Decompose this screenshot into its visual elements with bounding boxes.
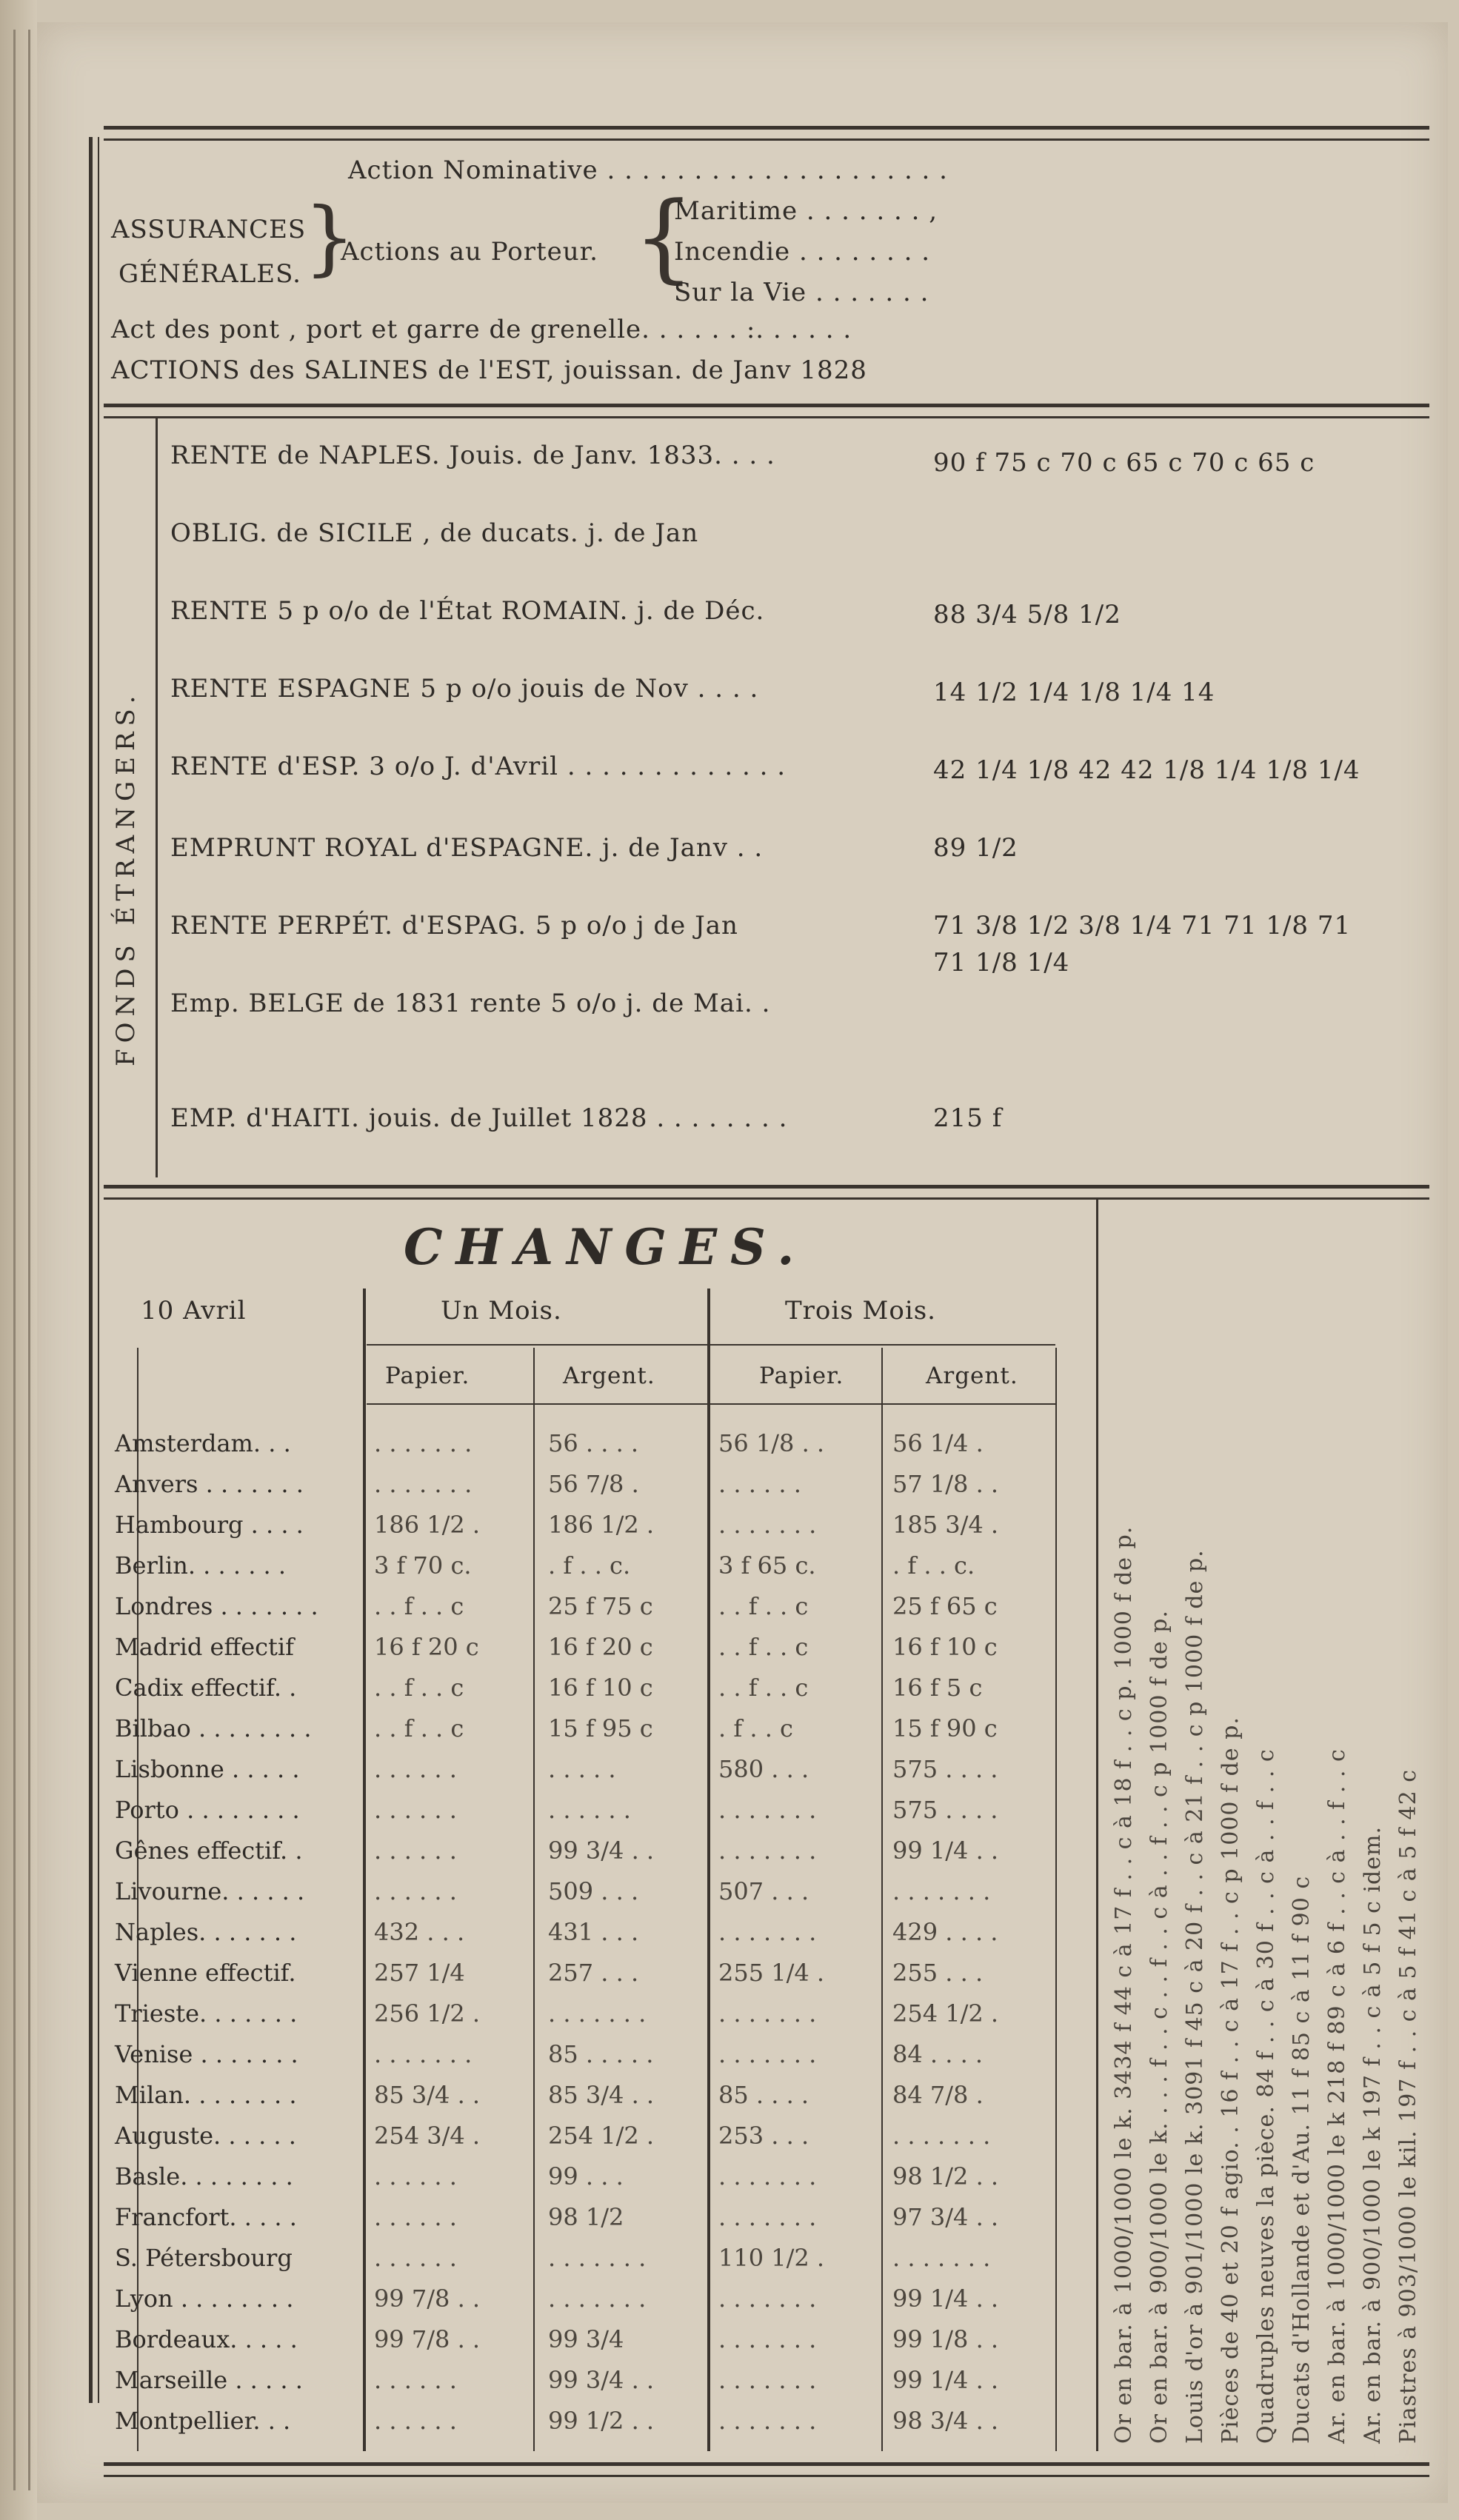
changes-cell-un-mois-papier: . . . . . . bbox=[374, 2366, 457, 2394]
changes-cell-un-mois-argent: 15 f 95 c bbox=[548, 1714, 653, 1742]
changes-cell-un-mois-argent: 56 7/8 . bbox=[548, 1470, 639, 1498]
changes-cell-trois-mois-argent: 185 3/4 . bbox=[892, 1511, 999, 1539]
changes-cell-un-mois-argent: 99 . . . bbox=[548, 2162, 624, 2190]
porteur-brace: { bbox=[633, 181, 695, 293]
top-double-rule bbox=[104, 126, 1429, 141]
changes-cell-city: Lyon . . . . . . . . bbox=[115, 2285, 294, 2313]
fonds-value-emprunt-royal: 89 1/2 bbox=[933, 833, 1018, 863]
changes-cell-trois-mois-argent: 98 1/2 . . bbox=[892, 2162, 999, 2190]
changes-cell-trois-mois-papier: . f . . c bbox=[718, 1714, 793, 1742]
papier-header-2: Papier. bbox=[759, 1363, 844, 1389]
pont-line: Act des pont , port et garre de grenelle. . . . . . :. . . . . . bbox=[111, 315, 852, 344]
changes-cell-city: Cadix effectif. . bbox=[115, 1674, 297, 1702]
changes-cell-un-mois-papier: 99 7/8 . . bbox=[374, 2285, 481, 2313]
changes-cell-trois-mois-papier: . . . . . . . bbox=[718, 1796, 817, 1824]
page-spine bbox=[0, 0, 37, 2520]
changes-cell-city: Anvers . . . . . . . bbox=[115, 1470, 304, 1498]
changes-cell-city: Vienne effectif. bbox=[115, 1959, 296, 1987]
changes-cell-un-mois-argent: . . . . . . bbox=[548, 1796, 631, 1824]
metal-rate-line: Or en bar. à 900/1000 le k. . . . f . . c . . f . . c à . . f . . c p 1000 f de p. bbox=[1146, 1610, 1172, 2444]
changes-cell-un-mois-papier: 16 f 20 c bbox=[374, 1633, 479, 1661]
changes-cell-un-mois-papier: 85 3/4 . . bbox=[374, 2081, 481, 2109]
fonds-value-perpet: 71 3/8 1/2 3/8 1/4 71 71 1/8 71 bbox=[933, 911, 1352, 940]
changes-cell-city: Madrid effectif bbox=[115, 1633, 294, 1661]
changes-cell-un-mois-argent: 99 3/4 bbox=[548, 2325, 624, 2353]
changes-cell-un-mois-argent: 16 f 20 c bbox=[548, 1633, 653, 1661]
fonds-row-emprunt-royal: EMPRUNT ROYAL d'ESPAGNE. j. de Janv . . bbox=[170, 833, 764, 863]
changes-cell-trois-mois-argent: 15 f 90 c bbox=[892, 1714, 998, 1742]
changes-cell-city: Porto . . . . . . . . bbox=[115, 1796, 300, 1824]
changes-col-rule-right bbox=[1055, 1348, 1057, 2451]
changes-cell-trois-mois-papier: . . . . . . . bbox=[718, 2407, 817, 2435]
incendie-line: Incendie . . . . . . . . bbox=[674, 237, 931, 267]
changes-cell-trois-mois-papier: 85 . . . . bbox=[718, 2081, 809, 2109]
changes-cell-trois-mois-papier: 580 . . . bbox=[718, 1755, 809, 1783]
changes-subheader-rule bbox=[367, 1344, 1055, 1346]
changes-cell-trois-mois-argent: 99 1/4 . . bbox=[892, 2285, 999, 2313]
changes-top-rule bbox=[104, 1185, 1429, 1200]
changes-cell-city: Livourne. . . . . . bbox=[115, 1877, 305, 1905]
trois-mois-header: Trois Mois. bbox=[785, 1296, 936, 1326]
fonds-value-naples: 90 f 75 c 70 c 65 c 70 c 65 c bbox=[933, 448, 1315, 478]
metal-rate-line: Ducats d'Hollande et d'Au. 11 f 85 c à 11 f 90 c bbox=[1289, 1875, 1315, 2444]
changes-cell-un-mois-papier: 257 1/4 bbox=[374, 1959, 465, 1987]
generales-label: GÉNÉRALES. bbox=[118, 259, 301, 289]
metal-rate-line: Piastres à 903/1000 le kil. 197 f . . c à 5 f 41 c à 5 f 42 c bbox=[1395, 1769, 1421, 2444]
changes-cell-un-mois-papier: . . f . . c bbox=[374, 1714, 464, 1742]
changes-cell-trois-mois-papier: . . . . . . . bbox=[718, 2040, 817, 2068]
changes-cell-trois-mois-papier: . . . . . . . bbox=[718, 1918, 817, 1946]
changes-cell-un-mois-argent: 509 . . . bbox=[548, 1877, 639, 1905]
changes-cell-un-mois-papier: . . . . . . bbox=[374, 2203, 457, 2231]
changes-cell-trois-mois-argent: 429 . . . . bbox=[892, 1918, 998, 1946]
changes-cell-trois-mois-argent: 57 1/8 . . bbox=[892, 1470, 999, 1498]
changes-cell-un-mois-papier: . . . . . . bbox=[374, 1796, 457, 1824]
changes-cell-trois-mois-argent: 98 3/4 . . bbox=[892, 2407, 999, 2435]
changes-cell-un-mois-papier: . . . . . . . bbox=[374, 2040, 473, 2068]
changes-cell-trois-mois-argent: . f . . c. bbox=[892, 1551, 975, 1580]
changes-cell-trois-mois-argent: 25 f 65 c bbox=[892, 1592, 998, 1620]
changes-cell-un-mois-argent: 85 . . . . . bbox=[548, 2040, 654, 2068]
fonds-value-haiti: 215 f bbox=[933, 1103, 1003, 1133]
changes-cell-city: S. Pétersbourg bbox=[115, 2244, 293, 2272]
changes-cell-un-mois-argent: 98 1/2 bbox=[548, 2203, 624, 2231]
changes-cell-un-mois-papier: 186 1/2 . bbox=[374, 1511, 481, 1539]
changes-cell-un-mois-argent: 56 . . . . bbox=[548, 1429, 639, 1457]
changes-cell-city: Basle. . . . . . . . bbox=[115, 2162, 293, 2190]
changes-cell-trois-mois-argent: 99 1/4 . . bbox=[892, 1836, 999, 1865]
changes-cell-un-mois-argent: . . . . . . . bbox=[548, 1999, 647, 2028]
changes-cell-un-mois-papier: 99 7/8 . . bbox=[374, 2325, 481, 2353]
changes-cell-trois-mois-argent: 56 1/4 . bbox=[892, 1429, 984, 1457]
changes-cell-un-mois-argent: 16 f 10 c bbox=[548, 1674, 653, 1702]
changes-cell-trois-mois-papier: . . . . . . . bbox=[718, 1836, 817, 1865]
changes-col-rule-1 bbox=[533, 1348, 535, 2451]
changes-cell-un-mois-argent: 99 3/4 . . bbox=[548, 1836, 655, 1865]
changes-cell-trois-mois-argent: 254 1/2 . bbox=[892, 1999, 999, 2028]
fonds-row-perpet: RENTE PERPÉT. d'ESPAG. 5 p o/o j de Jan bbox=[170, 911, 738, 940]
changes-cell-un-mois-argent: 25 f 75 c bbox=[548, 1592, 653, 1620]
fonds-value-romain: 88 3/4 5/8 1/2 bbox=[933, 600, 1121, 629]
changes-cell-trois-mois-papier: 56 1/8 . . bbox=[718, 1429, 825, 1457]
changes-col-rule-city bbox=[363, 1289, 366, 2451]
changes-cell-un-mois-argent: . . . . . . . bbox=[548, 2244, 647, 2272]
changes-cell-trois-mois-argent: . . . . . . . bbox=[892, 1877, 991, 1905]
changes-cell-un-mois-argent: 431 . . . bbox=[548, 1918, 639, 1946]
changes-cell-un-mois-argent: 85 3/4 . . bbox=[548, 2081, 655, 2109]
changes-metals-rule bbox=[1096, 1200, 1098, 2451]
porteur-label: Actions au Porteur. bbox=[341, 237, 598, 267]
fonds-inner-rule bbox=[156, 418, 158, 1177]
metal-rate-line: Ar. en bar. à 900/1000 le k 197 f . . c à 5 f 5 c idem. bbox=[1360, 1826, 1386, 2444]
fonds-row-haiti: EMP. d'HAITI. jouis. de Juillet 1828 . . . . . . . . bbox=[170, 1103, 788, 1133]
changes-cell-trois-mois-argent: 575 . . . . bbox=[892, 1755, 998, 1783]
changes-cell-trois-mois-papier: . . . . . . . bbox=[718, 1999, 817, 2028]
maritime-line: Maritime . . . . . . . , bbox=[674, 196, 938, 226]
changes-cell-trois-mois-papier: 3 f 65 c. bbox=[718, 1551, 816, 1580]
changes-date: 10 Avril bbox=[141, 1296, 247, 1326]
changes-cell-trois-mois-argent: 16 f 5 c bbox=[892, 1674, 983, 1702]
changes-cell-trois-mois-argent: . . . . . . . bbox=[892, 2122, 991, 2150]
changes-cell-trois-mois-argent: 99 1/4 . . bbox=[892, 2366, 999, 2394]
changes-cell-un-mois-papier: . . . . . . bbox=[374, 2162, 457, 2190]
changes-cell-trois-mois-papier: . . f . . c bbox=[718, 1674, 809, 1702]
metal-rate-line: Pièces de 40 et 20 f agio. . 16 f . . c à 17 f . . c p 1000 f de p. bbox=[1218, 1717, 1243, 2444]
changes-cell-city: Amsterdam. . . bbox=[115, 1429, 291, 1457]
changes-cell-city: Bordeaux. . . . . bbox=[115, 2325, 298, 2353]
fonds-value-espagne5: 14 1/2 1/4 1/8 1/4 14 bbox=[933, 678, 1215, 707]
changes-cell-un-mois-argent: 186 1/2 . bbox=[548, 1511, 655, 1539]
changes-cell-trois-mois-papier: 507 . . . bbox=[718, 1877, 809, 1905]
changes-title: CHANGES. bbox=[404, 1218, 808, 1276]
changes-cell-un-mois-argent: . . . . . . . bbox=[548, 2285, 647, 2313]
changes-cell-trois-mois-argent: 99 1/8 . . bbox=[892, 2325, 999, 2353]
salines-line: ACTIONS des SALINES de l'EST, jouissan. de Janv 1828 bbox=[111, 355, 867, 385]
metal-rate-line: Ar. en bar. à 1000/1000 le k 218 f 89 c à 6 f . . c à . . f . . c bbox=[1324, 1748, 1350, 2444]
changes-cell-trois-mois-argent: 16 f 10 c bbox=[892, 1633, 998, 1661]
changes-cell-un-mois-papier: . . . . . . bbox=[374, 1755, 457, 1783]
changes-cell-un-mois-argent: . f . . c. bbox=[548, 1551, 631, 1580]
changes-cell-un-mois-papier: 254 3/4 . bbox=[374, 2122, 481, 2150]
changes-header-bottom-rule bbox=[367, 1403, 1055, 1405]
assurances-brace: } bbox=[304, 190, 355, 284]
left-frame-rule bbox=[89, 137, 93, 2403]
changes-cell-un-mois-papier: . . . . . . bbox=[374, 2244, 457, 2272]
changes-cell-un-mois-papier: . . f . . c bbox=[374, 1674, 464, 1702]
changes-cell-un-mois-papier: 3 f 70 c. bbox=[374, 1551, 472, 1580]
changes-cell-trois-mois-papier: . . f . . c bbox=[718, 1633, 809, 1661]
changes-cell-un-mois-papier: 256 1/2 . bbox=[374, 1999, 481, 2028]
changes-cell-un-mois-argent: 257 . . . bbox=[548, 1959, 639, 1987]
changes-cell-trois-mois-argent: 97 3/4 . . bbox=[892, 2203, 999, 2231]
changes-cell-un-mois-argent: 254 1/2 . bbox=[548, 2122, 655, 2150]
fonds-row-sicile: OBLIG. de SICILE , de ducats. j. de Jan bbox=[170, 518, 699, 548]
changes-cell-un-mois-papier: . . . . . . bbox=[374, 2407, 457, 2435]
changes-cell-un-mois-papier: . . . . . . . bbox=[374, 1470, 473, 1498]
changes-cell-trois-mois-argent: 84 7/8 . bbox=[892, 2081, 984, 2109]
changes-cell-trois-mois-papier: . . . . . . . bbox=[718, 1511, 817, 1539]
changes-cell-un-mois-papier: . . . . . . bbox=[374, 1877, 457, 1905]
changes-cell-trois-mois-papier: . . f . . c bbox=[718, 1592, 809, 1620]
fonds-row-espagne5: RENTE ESPAGNE 5 p o/o jouis de Nov . . . . bbox=[170, 674, 759, 703]
changes-cell-trois-mois-papier: . . . . . . . bbox=[718, 2162, 817, 2190]
changes-cell-trois-mois-papier: . . . . . . . bbox=[718, 2203, 817, 2231]
fonds-row-espagne3: RENTE d'ESP. 3 o/o J. d'Avril . . . . . . . . . . . . . bbox=[170, 752, 787, 781]
changes-cell-city: Hambourg . . . . bbox=[115, 1511, 304, 1539]
fonds-row-naples: RENTE de NAPLES. Jouis. de Janv. 1833. . . . bbox=[170, 441, 775, 470]
fonds-top-rule bbox=[104, 404, 1429, 418]
changes-cell-city: Marseille . . . . . bbox=[115, 2366, 303, 2394]
un-mois-header: Un Mois. bbox=[441, 1296, 562, 1326]
changes-cell-trois-mois-papier: . . . . . . . bbox=[718, 2285, 817, 2313]
changes-cell-trois-mois-papier: 255 1/4 . bbox=[718, 1959, 825, 1987]
ledger-page bbox=[37, 22, 1448, 2503]
changes-cell-city: Francfort. . . . . bbox=[115, 2203, 297, 2231]
changes-col-rule-mid bbox=[707, 1289, 710, 2451]
papier-header-1: Papier. bbox=[385, 1363, 470, 1389]
fonds-row-belge: Emp. BELGE de 1831 rente 5 o/o j. de Mai. . bbox=[170, 989, 771, 1018]
changes-col-rule-3 bbox=[881, 1348, 883, 2451]
argent-header-1: Argent. bbox=[563, 1363, 655, 1389]
changes-cell-trois-mois-papier: 253 . . . bbox=[718, 2122, 809, 2150]
ledger-frame bbox=[59, 104, 1433, 2473]
changes-cell-trois-mois-argent: 575 . . . . bbox=[892, 1796, 998, 1824]
fonds-value-perpet-cont: 71 1/8 1/4 bbox=[933, 948, 1070, 977]
changes-cell-trois-mois-papier: . . . . . . . bbox=[718, 2325, 817, 2353]
fonds-value-espagne3: 42 1/4 1/8 42 42 1/8 1/4 1/8 1/4 bbox=[933, 755, 1360, 785]
changes-cell-un-mois-argent: 99 3/4 . . bbox=[548, 2366, 655, 2394]
argent-header-2: Argent. bbox=[926, 1363, 1018, 1389]
changes-cell-un-mois-argent: . . . . . bbox=[548, 1755, 616, 1783]
fonds-side-label: FONDS ÉTRANGERS. bbox=[111, 689, 141, 1066]
metal-rate-line: Louis d'or à 901/1000 le k. 3091 f 45 c à 20 f . . c à 21 f . . c p 1000 f de p. bbox=[1182, 1549, 1208, 2444]
changes-cell-city: Montpellier. . . bbox=[115, 2407, 291, 2435]
changes-cell-un-mois-papier: . . f . . c bbox=[374, 1592, 464, 1620]
left-frame-rule-inner bbox=[98, 137, 99, 2403]
bottom-double-rule bbox=[104, 2462, 1429, 2477]
nominative-line: Action Nominative . . . . . . . . . . . . . . . . . . . . bbox=[348, 156, 948, 185]
changes-cell-un-mois-papier: . . . . . . . bbox=[374, 1429, 473, 1457]
changes-cell-trois-mois-argent: . . . . . . . bbox=[892, 2244, 991, 2272]
vie-line: Sur la Vie . . . . . . . bbox=[674, 278, 929, 307]
changes-cell-un-mois-argent: 99 1/2 . . bbox=[548, 2407, 655, 2435]
changes-cell-trois-mois-argent: 84 . . . . bbox=[892, 2040, 984, 2068]
changes-cell-city: Gênes effectif. . bbox=[115, 1836, 303, 1865]
changes-cell-city: Trieste. . . . . . . bbox=[115, 1999, 298, 2028]
changes-cell-un-mois-papier: . . . . . . bbox=[374, 1836, 457, 1865]
fonds-row-romain: RENTE 5 p o/o de l'État ROMAIN. j. de Déc. bbox=[170, 596, 765, 626]
changes-cell-trois-mois-papier: . . . . . . bbox=[718, 1470, 801, 1498]
changes-cell-trois-mois-papier: 110 1/2 . bbox=[718, 2244, 825, 2272]
changes-cell-city: Bilbao . . . . . . . . bbox=[115, 1714, 312, 1742]
changes-cell-un-mois-papier: 432 . . . bbox=[374, 1918, 465, 1946]
changes-cell-city: Londres . . . . . . . bbox=[115, 1592, 318, 1620]
changes-cell-city: Naples. . . . . . . bbox=[115, 1918, 297, 1946]
assurances-label: ASSURANCES bbox=[111, 215, 307, 244]
changes-cell-city: Venise . . . . . . . bbox=[115, 2040, 298, 2068]
changes-cell-city: Berlin. . . . . . . bbox=[115, 1551, 287, 1580]
changes-cell-trois-mois-papier: . . . . . . . bbox=[718, 2366, 817, 2394]
metal-rate-line: Or en bar. à 1000/1000 le k. 3434 f 44 c à 17 f . . c à 18 f . . c p. 1000 f de p. bbox=[1111, 1525, 1137, 2444]
changes-cell-trois-mois-argent: 255 . . . bbox=[892, 1959, 984, 1987]
changes-cell-city: Lisbonne . . . . . bbox=[115, 1755, 300, 1783]
changes-cell-city: Auguste. . . . . . bbox=[115, 2122, 296, 2150]
metal-rate-line: Quadruples neuves la pièce. 84 f . . c à 30 f . . c à . . f . . c bbox=[1253, 1748, 1279, 2444]
changes-cell-city: Milan. . . . . . . . bbox=[115, 2081, 297, 2109]
